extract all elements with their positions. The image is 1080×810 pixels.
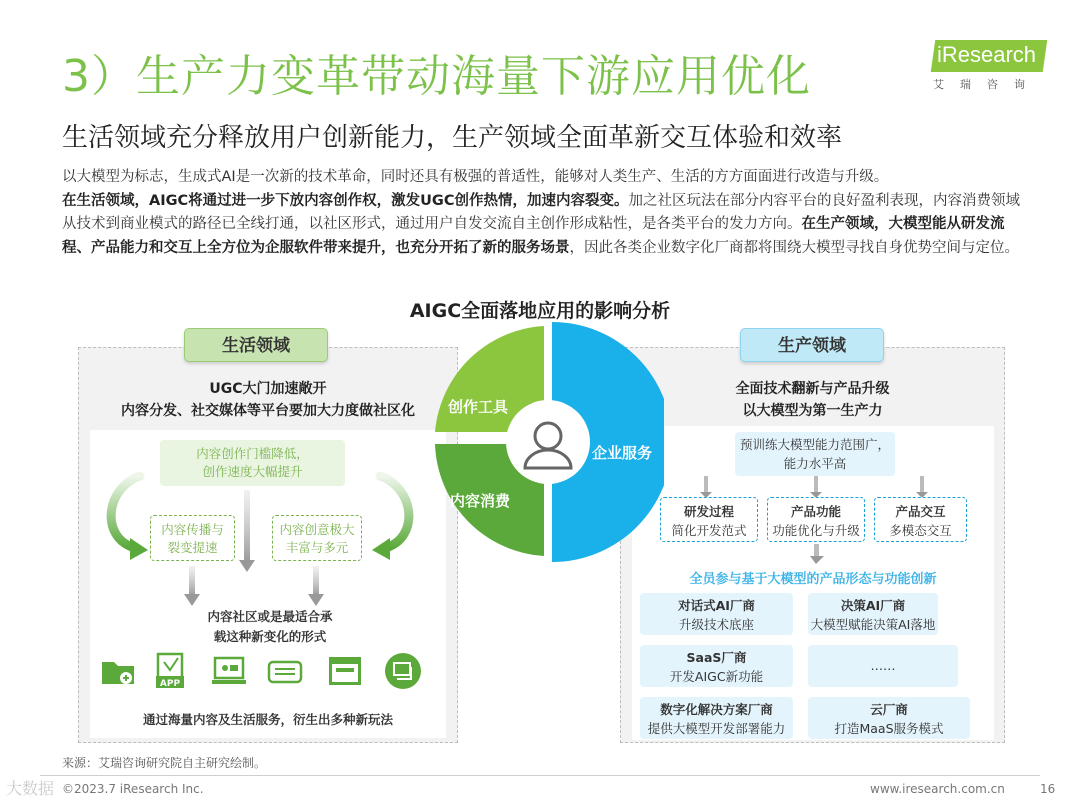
source-note: 来源：艾瑞咨询研究院自主研究绘制。 <box>62 756 267 770</box>
spread-box <box>150 515 235 561</box>
page-number: 16 <box>1040 782 1056 796</box>
creation-threshold-line-1: 内容创作门槛降低， <box>196 446 309 461</box>
product-interaction-sub: 多模态交互 <box>889 523 952 538</box>
intro-sentence-1: 以大模型为标志，生成式AI是一次新的技术革命，同时还具有极强的普适性，能够对人类生产、生活的方方面面进行改造与升级。 <box>62 169 889 185</box>
conversational-ai-sub: 升级技术底座 <box>678 617 754 632</box>
browser-icon <box>326 652 362 690</box>
svg-text:APP: APP <box>159 679 181 689</box>
conversational-ai-box <box>640 593 793 635</box>
intro-production-bold: 在生产领域，大模型能从研发流程、产品能力和交互上全方位为企服软件带来提升，也充分开拓了新的服务场景 <box>62 216 1005 256</box>
ellipsis-text: …… <box>870 658 896 673</box>
digital-solution-sub: 提供大模型开发部署能力 <box>647 721 786 736</box>
production-heading-1: 全面技术翻新与产品升级 <box>735 381 890 397</box>
spread-line-2: 裂变提速 <box>167 540 218 555</box>
rd-process-title: 研发过程 <box>683 504 734 519</box>
diagram-title: AIGC全面落地应用的影响分析 <box>409 300 671 322</box>
cloud-vendor-title: 云厂商 <box>870 702 908 717</box>
cloud-vendor-sub: 打造MaaS服务模式 <box>834 721 944 736</box>
app-icon <box>152 652 188 690</box>
pretrained-line-1: 预训练大模型能力范围广， <box>739 437 890 452</box>
down-arrow-right <box>313 566 319 596</box>
cloud-vendor-box <box>808 697 970 739</box>
life-footer-text: 通过海量内容及生活服务，衍生出多种新玩法 <box>142 712 393 727</box>
down-arrow-left <box>189 566 195 596</box>
community-form-text <box>120 607 420 647</box>
folder-icon <box>100 652 136 690</box>
decision-ai-box <box>808 593 938 635</box>
watermark-text: 大数据 <box>6 779 55 798</box>
logo-subtext: 艾瑞咨询 <box>933 78 1041 91</box>
production-panel-heading <box>620 378 1005 422</box>
product-interaction-title: 产品交互 <box>895 504 946 519</box>
pretrained-line-2: 能力水平高 <box>783 456 847 471</box>
device-icon <box>266 652 302 690</box>
saas-title: SaaS厂商 <box>686 650 747 665</box>
decision-ai-title: 决策AI厂商 <box>840 598 906 613</box>
creativity-line-1: 内容创意极大 <box>279 522 355 537</box>
innovation-caption: 全员参与基于大模型的产品形态与功能创新 <box>689 572 937 587</box>
product-function-box <box>767 497 865 542</box>
page-subtitle: 生活领域充分释放用户创新能力，生产领域全面革新交互体验和效率 <box>62 123 843 153</box>
product-function-title: 产品功能 <box>790 504 841 519</box>
product-function-sub: 功能优化与升级 <box>772 523 860 538</box>
life-heading-1: UGC大门加速敞开 <box>209 381 327 397</box>
community-form-line-2: 载这种新变化的形式 <box>213 629 327 644</box>
intro-paragraph <box>62 166 1022 260</box>
laptop-icon <box>210 652 246 690</box>
logo-text: iResearch <box>937 42 1037 67</box>
saas-sub: 开发AIGC新功能 <box>669 669 764 684</box>
production-domain-pill: 生产领域 <box>740 328 884 362</box>
life-panel-heading <box>78 378 458 422</box>
curved-arrow-right <box>380 476 409 548</box>
website-text: www.iresearch.com.cn <box>870 782 1005 796</box>
intro-life-rest: 加之社区玩法在部分内容平台的良好盈利表现，内容消费领域从技术到商业模式的路径已全线打通，以社区形式，通过用户自发交流自主创作形成粘性，是各类平台的发力方向。 <box>62 192 1020 232</box>
saas-box <box>640 645 793 687</box>
creativity-line-2: 丰富与多元 <box>285 540 349 555</box>
iresearch-logo <box>925 40 1050 95</box>
ellipsis-box <box>808 645 958 687</box>
footer-divider <box>40 775 1040 776</box>
segment-label-enterprise: 企业服务 <box>592 444 653 462</box>
down-arrow-center <box>244 490 250 562</box>
page-title: 3）生产力变革带动海量下游应用优化 <box>62 51 811 102</box>
product-interaction-box <box>874 497 967 542</box>
digital-solution-title: 数字化解决方案厂商 <box>660 702 773 717</box>
pretrained-capability-box <box>735 432 895 476</box>
digital-solution-box <box>640 697 793 739</box>
community-form-line-1: 内容社区或是最适合承 <box>207 609 333 624</box>
conversational-ai-title: 对话式AI厂商 <box>678 598 755 613</box>
rd-process-box <box>660 497 758 542</box>
creativity-box <box>272 515 362 561</box>
spread-line-1: 内容传播与 <box>161 522 224 537</box>
intro-production-rest: ，因此各类企业数字化厂商都将围绕大模型寻找自身优势空间与定位。 <box>569 239 1019 256</box>
curved-arrow-left <box>111 476 140 548</box>
creation-threshold-line-2: 创作速度大幅提升 <box>202 464 303 479</box>
segment-label-create-tools: 创作工具 <box>448 398 509 416</box>
life-heading-2: 内容分发、社交媒体等平台要加大力度做社区化 <box>121 403 415 419</box>
decision-ai-sub: 大模型赋能决策AI落地 <box>810 617 936 632</box>
rd-process-sub: 简化开发范式 <box>671 523 747 538</box>
intro-life-bold: 在生活领域，AIGC将通过进一步下放内容创作权，激发UGC创作热情，加速内容裂变。 <box>62 192 629 209</box>
segment-label-content-consume: 内容消费 <box>450 492 511 510</box>
production-heading-2: 以大模型为第一生产力 <box>742 403 883 419</box>
life-domain-pill: 生活领域 <box>184 328 328 362</box>
copyright-text: ©2023.7 iResearch Inc. <box>62 782 204 796</box>
message-icon <box>384 652 420 690</box>
center-white-disc <box>506 400 590 484</box>
service-icon-row <box>100 652 440 694</box>
